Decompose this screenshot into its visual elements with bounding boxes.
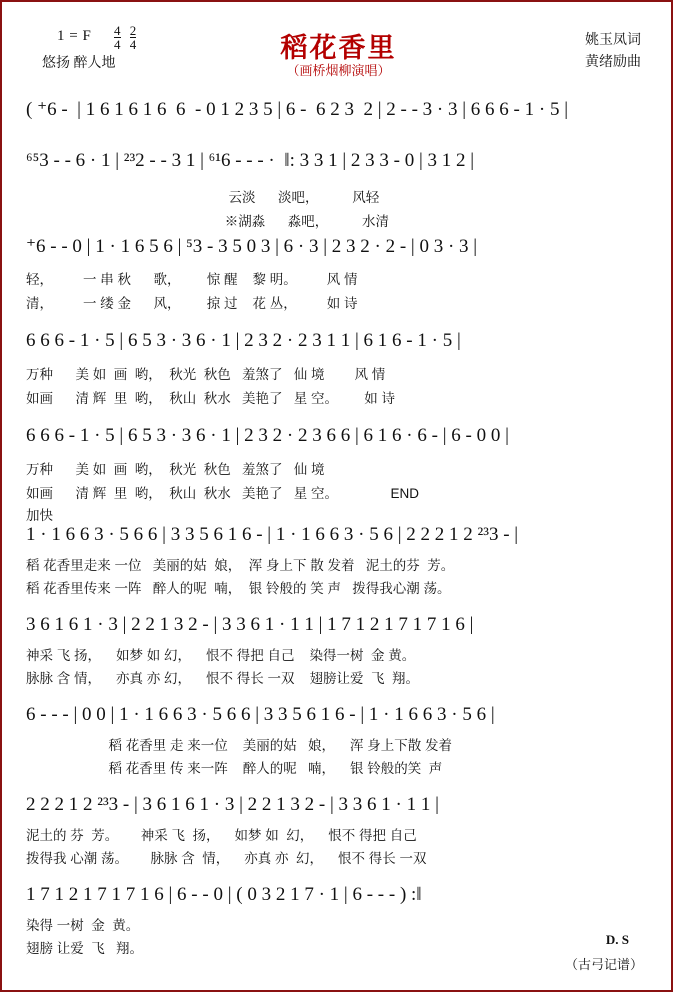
- lyric-line-verse1: 云淡 淡吧， 风轻: [26, 190, 380, 205]
- tempo-mood-marking: 悠扬 醉人地: [42, 56, 116, 71]
- ds-marking: D. S: [605, 932, 629, 947]
- key-signature: 1 = F: [57, 28, 92, 44]
- accelerando-marking: 加快: [26, 508, 53, 523]
- notation-line: ( ⁺6 - | 1 6 1 6 1 6 6 - 0 1 2 3 5 | 6 - 6 2 3 2 | 2 - - 3 · 3 | 6 6 6 - 1 · 5 |: [26, 99, 568, 120]
- notation-line: 2 2 2 1 2 ²³3 - | 3 6 1 6 1 · 3 | 2 2 1 3 2 - | 3 3 6 1 · 1 1 |: [26, 794, 439, 815]
- notation-line: 1 7 1 2 1 7 1 7 1 6 | 6 - - 0 | ( 0 3 2 1 7 · 1 | 6 - - - ) :‖: [26, 884, 422, 905]
- time-signature-2: $\frac{2}{4}$: [129, 23, 137, 52]
- lyric-line-verse2: 清， 一 缕 金 风， 掠 过 花 丛， 如 诗: [26, 296, 358, 311]
- time-signature-1: $\frac{4}{4}$: [114, 23, 121, 52]
- scribe-credit: （古弓记谱）: [564, 957, 643, 972]
- performer-subtitle: （画桥烟柳演唱）: [286, 63, 391, 78]
- notation-line: 6 6 6 - 1 · 5 | 6 5 3 · 3 6 · 1 | 2 3 2 · 2 3 1 1 | 6 1 6 - 1 · 5 |: [26, 330, 461, 351]
- lyric-line-verse2: ※湖淼 淼吧， 水清: [26, 214, 390, 229]
- lyric-line-verse1: 神采 飞 扬， 如梦 如 幻， 恨不 得把 自己 染得一树 金 黄。: [26, 648, 416, 663]
- lyric-line-verse1: 轻， 一 串 秋 歌， 惊 醒 黎 明。 风 情: [26, 272, 358, 287]
- composer-credit: 黄绪励曲: [585, 55, 641, 70]
- notation-line: 6 6 6 - 1 · 5 | 6 5 3 · 3 6 · 1 | 2 3 2 · 2 3 6 6 | 6 1 6 · 6 - | 6 - 0 0 |: [26, 425, 509, 446]
- lyric-line-verse1: 万种 美 如 画 哟， 秋光 秋色 羞煞了 仙 境: [26, 462, 325, 477]
- notation-line: 6 - - - | 0 0 | 1 · 1 6 6 3 · 5 6 6 | 3 3 5 6 1 6 - | 1 · 1 6 6 3 · 5 6 |: [26, 704, 495, 725]
- lyric-line-verse1: 万种 美 如 画 哟， 秋光 秋色 羞煞了 仙 境 风 情: [26, 367, 386, 382]
- notation-line: ⁺6 - - 0 | 1 · 1 6 5 6 | ⁵3 - 3 5 0 3 | 6 · 3 | 2 3 2 · 2 - | 0 3 · 3 |: [26, 236, 478, 257]
- page-title: 稻花香里: [280, 33, 397, 63]
- lyric-line-verse1: 稻 花香里 走 来一位 美丽的姑 娘， 浑 身上下散 发着: [26, 738, 453, 753]
- lyricist-credit: 姚玉凤词: [585, 33, 641, 48]
- lyric-line-verse2: 脉脉 含 情， 亦真 亦 幻， 恨不 得长 一双 翅膀让爱 飞 翔。: [26, 671, 420, 686]
- score-header: [2, 2, 673, 88]
- lyric-line-verse2: 稻 花香里 传 来一阵 醉人的呢 喃， 银 铃般的笑 声: [26, 761, 443, 776]
- lyric-line-verse2: 翅膀 让爱 飞 翔。: [26, 941, 144, 956]
- lyric-line-verse2: 稻 花香里传来 一阵 醉人的呢 喃， 银 铃般的 笑 声 拨得我心潮 荡。: [26, 581, 451, 596]
- lyric-line-verse1: 稻 花香里走来 一位 美丽的姑 娘， 浑 身上下 散 发着 泥土的芬 芳。: [26, 558, 455, 573]
- notation-line: ⁶⁵3 - - 6 · 1 | ²³2 - - 3 1 | ⁶¹6 - - - · ‖: 3 3 1 | 2 3 3 - 0 | 3 1 2 |: [26, 150, 475, 171]
- notation-line: 1 · 1 6 6 3 · 5 6 6 | 3 3 5 6 1 6 - | 1 · 1 6 6 3 · 5 6 | 2 2 2 1 2 ²³3 - |: [26, 524, 519, 545]
- lyric-line-verse2: 如画 清 辉 里 哟， 秋山 秋水 美艳了 星 空。 如 诗: [26, 391, 396, 406]
- credits: [585, 30, 641, 74]
- lyric-line-verse2: 拨得我 心潮 荡。 脉脉 含 情， 亦真 亦 幻， 恨不 得长 一双: [26, 851, 427, 866]
- notation-line: 3 6 1 6 1 · 3 | 2 2 1 3 2 - | 3 3 6 1 · 1 1 | 1 7 1 2 1 7 1 7 1 6 |: [26, 614, 474, 635]
- lyric-line-verse2: 如画 清 辉 里 哟， 秋山 秋水 美艳了 星 空。 END: [26, 486, 420, 501]
- lyric-line-verse1: 染得 一树 金 黄。: [26, 918, 140, 933]
- lyric-line-verse1: 泥土的 芬 芳。 神采 飞 扬， 如梦 如 幻， 恨不 得把 自己: [26, 828, 417, 843]
